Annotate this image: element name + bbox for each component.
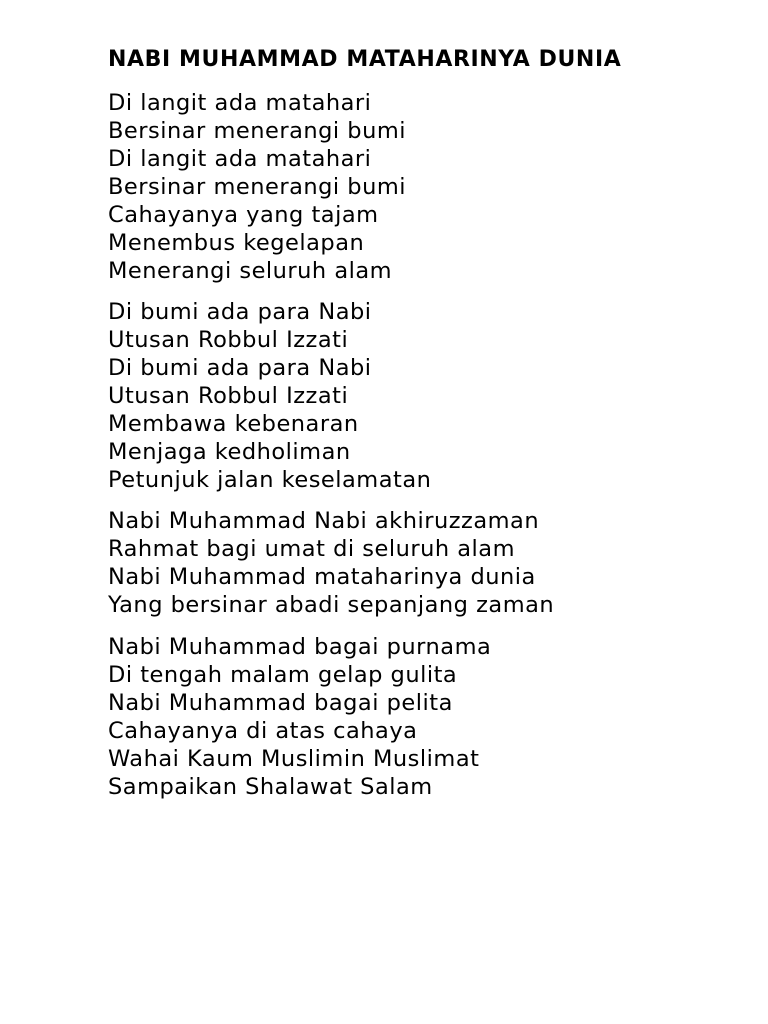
lyric-line: Di bumi ada para Nabi — [108, 299, 372, 325]
lyric-line: Di tengah malam gelap gulita — [108, 662, 458, 688]
stanza-4 — [108, 633, 491, 801]
lyric-line: Menjaga kedholiman — [108, 439, 351, 465]
document-title: NABI MUHAMMAD MATAHARINYA DUNIA — [108, 47, 622, 72]
lyric-line: Bersinar menerangi bumi — [108, 118, 407, 144]
lyric-line: Nabi Muhammad bagai pelita — [108, 690, 453, 716]
lyric-line: Nabi Muhammad mataharinya dunia — [108, 564, 536, 590]
lyric-line: Menembus kegelapan — [108, 230, 365, 256]
lyric-line: Yang bersinar abadi sepanjang zaman — [108, 592, 555, 618]
lyric-line: Di langit ada matahari — [108, 146, 372, 172]
lyric-line: Di langit ada matahari — [108, 90, 372, 116]
stanza-2 — [108, 298, 431, 494]
lyric-line: Membawa kebenaran — [108, 411, 359, 437]
stanza-1 — [108, 89, 406, 285]
lyric-line: Cahayanya yang tajam — [108, 202, 379, 228]
lyric-line: Utusan Robbul Izzati — [108, 327, 349, 353]
lyric-line: Di bumi ada para Nabi — [108, 355, 372, 381]
lyric-line: Bersinar menerangi bumi — [108, 174, 407, 200]
stanza-3 — [108, 507, 554, 619]
lyric-line: Nabi Muhammad bagai purnama — [108, 634, 492, 660]
lyric-line: Wahai Kaum Muslimin Muslimat — [108, 746, 480, 772]
lyric-line: Menerangi seluruh alam — [108, 258, 393, 284]
lyric-line: Nabi Muhammad Nabi akhiruzzaman — [108, 508, 540, 534]
lyric-line: Utusan Robbul Izzati — [108, 383, 349, 409]
lyric-line: Petunjuk jalan keselamatan — [108, 467, 432, 493]
lyric-line: Cahayanya di atas cahaya — [108, 718, 418, 744]
lyric-line: Sampaikan Shalawat Salam — [108, 774, 433, 800]
lyric-line: Rahmat bagi umat di seluruh alam — [108, 536, 515, 562]
